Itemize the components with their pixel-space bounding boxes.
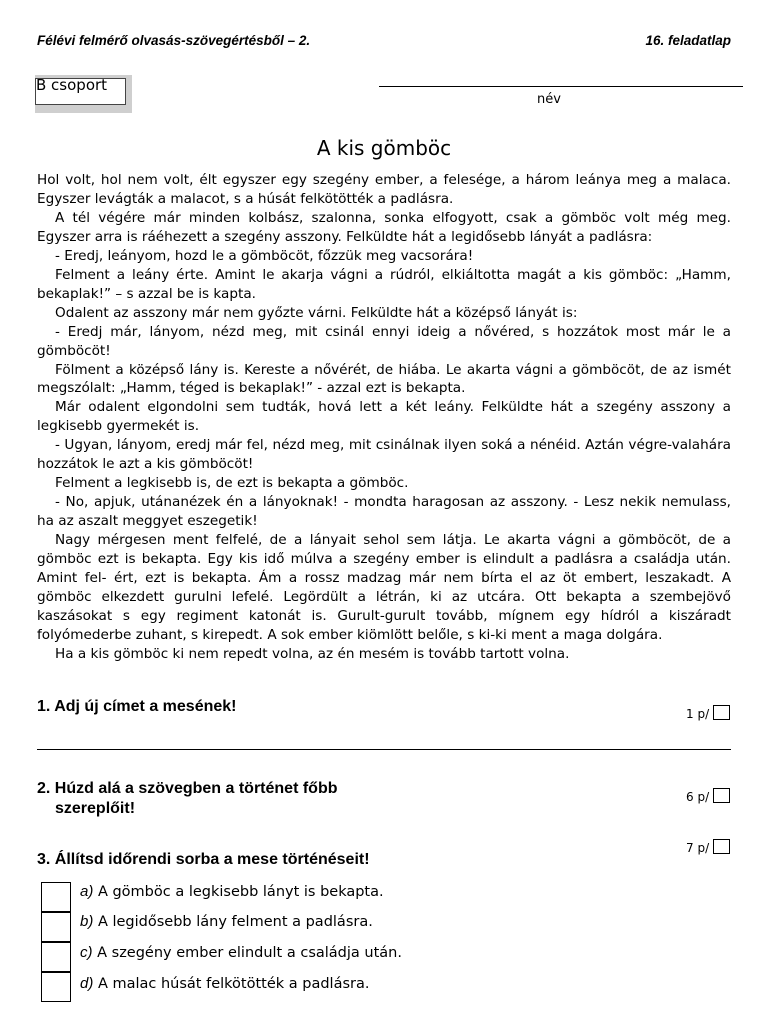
option-b-text: A legidősebb lány felment a padlásra. bbox=[97, 914, 373, 930]
question-3-points-label: 7 p/ bbox=[686, 841, 710, 855]
option-c-letter: c) bbox=[80, 944, 93, 961]
option-b bbox=[80, 913, 373, 930]
question-2 bbox=[37, 780, 338, 798]
story-paragraph: - Eredj, leányom, hozd le a gömböcöt, főzzük meg vacsorára! bbox=[55, 247, 474, 264]
question-3-text: Állítsd időrendi sorba a mese történéseit! bbox=[54, 851, 370, 868]
order-box-b[interactable] bbox=[41, 912, 71, 942]
question-1-points-label: 1 p/ bbox=[686, 707, 710, 721]
question-1-number: 1. bbox=[37, 698, 51, 715]
story-paragraph: Nagy mérgesen ment felfelé, de a lányait sehol sem látja. Le akarta vágni a gömböcöt, de a gömböc ezt is bekapta. Egy kis idő múlva a szegény ember is elindult a padlásra a családja után. Amint fel- ért, ezt is bekapta. Ám a rossz madzag már nem bírta el az öt embert, leszakadt. A gömböc elkezdett gurulni lefelé. Legördült a létrán, ki az utcára. Ott bekapta a szembejövő kaszásokat s egy regiment katonát is. Gurult-gurult tovább, mígnem egy hídról a kiszáradt folyómederbe zuhant, s kirepedt. A sok ember kiömlött belőle, s ki-ki ment a maga dolgára. bbox=[37, 532, 731, 643]
order-box-c[interactable] bbox=[41, 942, 71, 972]
story-title: A kis gömböc bbox=[316, 136, 452, 160]
option-a-text: A gömböc a legkisebb lányt is bekapta. bbox=[97, 884, 384, 900]
question-3 bbox=[37, 851, 370, 869]
story-paragraph: - Eredj már, lányom, nézd meg, mit csinál ennyi ideig a nővéred, s hozzátok most már le a gömböcöt! bbox=[37, 323, 731, 359]
order-box-a[interactable] bbox=[41, 882, 71, 912]
story-paragraph: Hol volt, hol nem volt, élt egyszer egy szegény ember, a felesége, a három leánya meg a malaca. Egyszer levágták a malacot, s a húsát felkötötték a padlásra. bbox=[37, 172, 731, 207]
question-1 bbox=[37, 698, 237, 716]
question-3-points-box[interactable] bbox=[713, 839, 730, 854]
option-d bbox=[80, 975, 369, 992]
group-label: B csoport bbox=[36, 76, 108, 94]
question-2-points-label: 6 p/ bbox=[686, 790, 710, 804]
story-paragraph: Felment a leány érte. Amint le akarja vágni a rúdról, elkiáltotta magát a kis gömböc: „Hamm, bekaplak!” – s azzal be is kapta. bbox=[37, 266, 731, 302]
option-d-text: A malac húsát felkötötték a padlásra. bbox=[97, 976, 370, 992]
option-c bbox=[80, 944, 402, 961]
story-paragraph: Fölment a középső lány is. Kereste a nővérét, de hiába. Le akarta vágni a gömböcöt, de az ismét megszólalt: „Hamm, téged is bekaplak!” - azzal ezt is bekapta. bbox=[37, 361, 731, 397]
name-field-line[interactable] bbox=[379, 86, 743, 87]
question-1-points-box[interactable] bbox=[713, 705, 730, 720]
option-a-letter: a) bbox=[80, 883, 94, 900]
story-paragraph: Odalent az asszony már nem győzte várni. Felküldte hát a középső lányát is: bbox=[55, 304, 578, 321]
story-paragraph: Ha a kis gömböc ki nem repedt volna, az én mesém is tovább tartott volna. bbox=[55, 645, 570, 662]
option-c-text: A szegény ember elindult a családja után. bbox=[97, 945, 402, 961]
story-text bbox=[37, 171, 731, 664]
story-paragraph: - Ugyan, lányom, eredj már fel, nézd meg, mit csinálnak ilyen soká a nénéid. Aztán végre-valahára hozzátok le azt a kis gömböcöt! bbox=[37, 437, 731, 473]
question-2-text-line1: Húzd alá a szövegben a történet főbb bbox=[54, 780, 338, 797]
option-a bbox=[80, 883, 384, 900]
question-2-number: 2. bbox=[37, 780, 51, 797]
question-1-text: Adj új címet a mesének! bbox=[54, 698, 237, 715]
question-2-points-box[interactable] bbox=[713, 788, 730, 803]
document-header-title: Félévi felmérő olvasás-szövegértésből – 2. bbox=[37, 33, 311, 48]
story-paragraph: Felment a legkisebb is, de ezt is bekapta a gömböc. bbox=[55, 475, 409, 492]
option-d-letter: d) bbox=[80, 975, 94, 992]
story-paragraph: A tél végére már minden kolbász, szalonna, sonka elfogyott, csak a gömböc volt még meg. Egyszer arra is ráéhezett a szegény asszony. Felküldte hát a legidősebb lányát a padlásra: bbox=[37, 209, 731, 245]
question-2-text-line2: szereplőit! bbox=[55, 800, 136, 817]
question-3-number: 3. bbox=[37, 851, 51, 868]
question-1-answer-line[interactable] bbox=[37, 749, 731, 750]
name-field-label: név bbox=[537, 92, 561, 107]
worksheet-number: 16. feladatlap bbox=[645, 33, 731, 48]
story-paragraph: - No, apjuk, utánanézek én a lányoknak! - mondta haragosan az asszony. - Lesz nekik nemulass, ha az aszalt meggyet eszegetik! bbox=[37, 494, 731, 530]
option-b-letter: b) bbox=[80, 913, 94, 930]
story-paragraph: Már odalent elgondolni sem tudták, hová lett a két leány. Felküldte hát a szegény asszony a legkisebb gyermekét is. bbox=[37, 399, 731, 435]
order-box-d[interactable] bbox=[41, 972, 71, 1002]
